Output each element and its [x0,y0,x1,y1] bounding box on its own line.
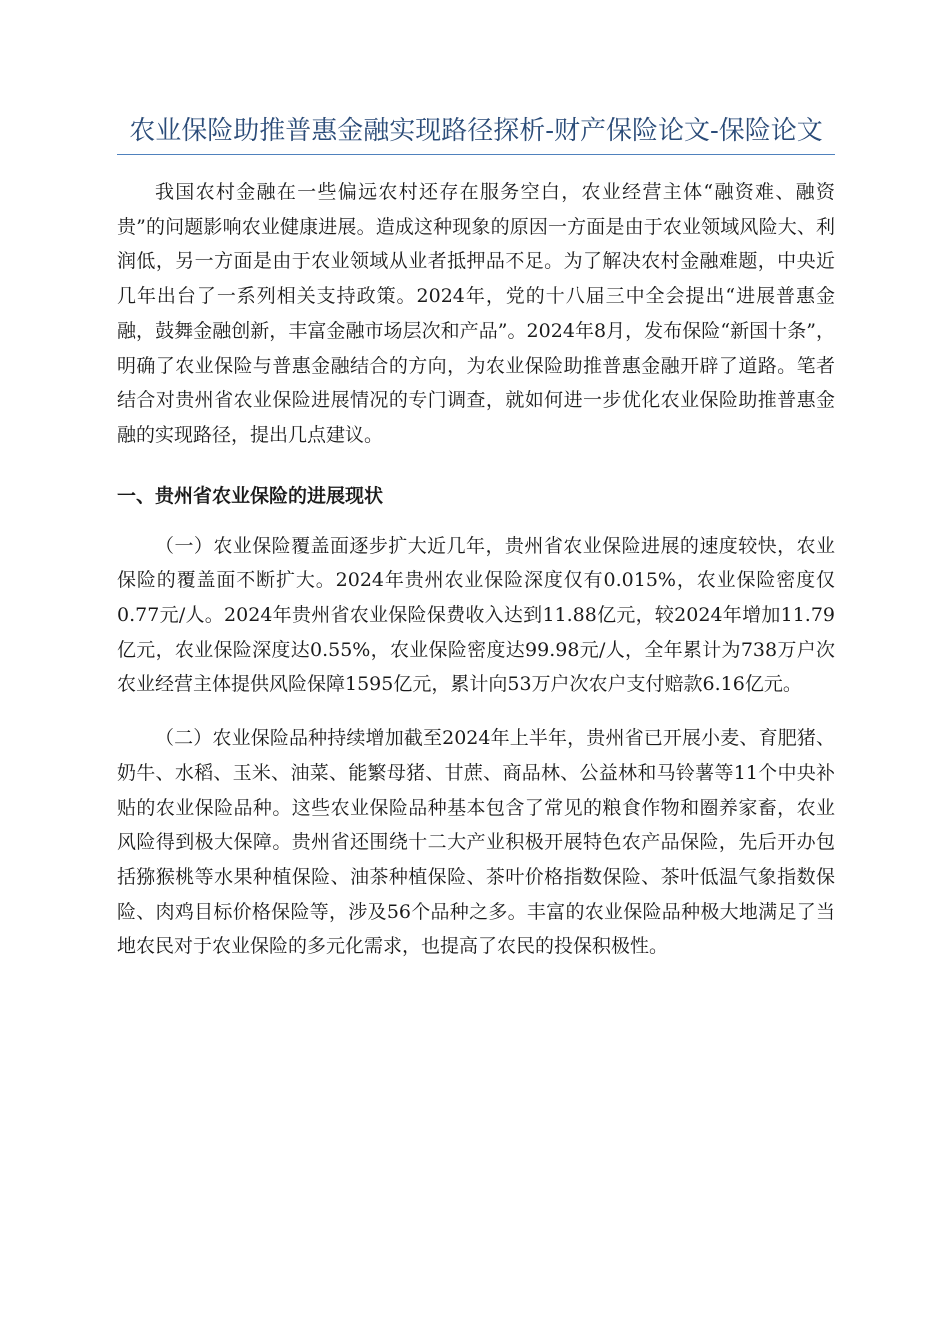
section-paragraph-2: （二）农业保险品种持续增加截至2024年上半年，贵州省已开展小麦、育肥猪、奶牛、水稻、玉米、油菜、能繁母猪、甘蔗、商品林、公益林和马铃薯等11个中央补贴的农业保险品种。这些农业保险品种基本包含了常见的粮食作物和圈养家畜，农业风险得到极大保障。贵州省还围绕十二大产业积极开展特色农产品保险，先后开办包括猕猴桃等水果种植保险、油茶种植保险、茶叶价格指数保险、茶叶低温气象指数保险、肉鸡目标价格保险等，涉及56个品种之多。丰富的农业保险品种极大地满足了当地农民对于农业保险的多元化需求，也提高了农民的投保积极性。 [117,727,835,958]
document-page [117,112,835,964]
section-paragraph-1: （一）农业保险覆盖面逐步扩大近几年，贵州省农业保险进展的速度较快，农业保险的覆盖面不断扩大。2024年贵州农业保险深度仅有0.015%，农业保险密度仅0.77元/人。2024年贵州省农业保险保费收入达到11.88亿元，较2024年增加11.79亿元，农业保险深度达0.55%，农业保险密度达99.98元/人，全年累计为738万户次农业经营主体提供风险保障1595亿元，累计向53万户次农户支付赔款6.16亿元。 [117,534,835,696]
document-title: 农业保险助推普惠金融实现路径探析-财产保险论文-保险论文 [117,112,835,155]
intro-paragraph: 我国农村金融在一些偏远农村还存在服务空白，农业经营主体“融资难、融资贵”的问题影响农业健康进展。造成这种现象的原因一方面是由于农业领域风险大、利润低，另一方面是由于农业领域从业者抵押品不足。为了解决农村金融难题，中央近几年出台了一系列相关支持政策。2024年，党的十八届三中全会提出“进展普惠金融，鼓舞金融创新，丰富金融市场层次和产品”。2024年8月，发布保险“新国十条”，明确了农业保险与普惠金融结合的方向，为农业保险助推普惠金融开辟了道路。笔者结合对贵州省农业保险进展情况的专门调查，就如何进一步优化农业保险助推普惠金融的实现路径，提出几点建议。 [117,181,835,446]
section-heading: 一、贵州省农业保险的进展现状 [117,484,384,507]
